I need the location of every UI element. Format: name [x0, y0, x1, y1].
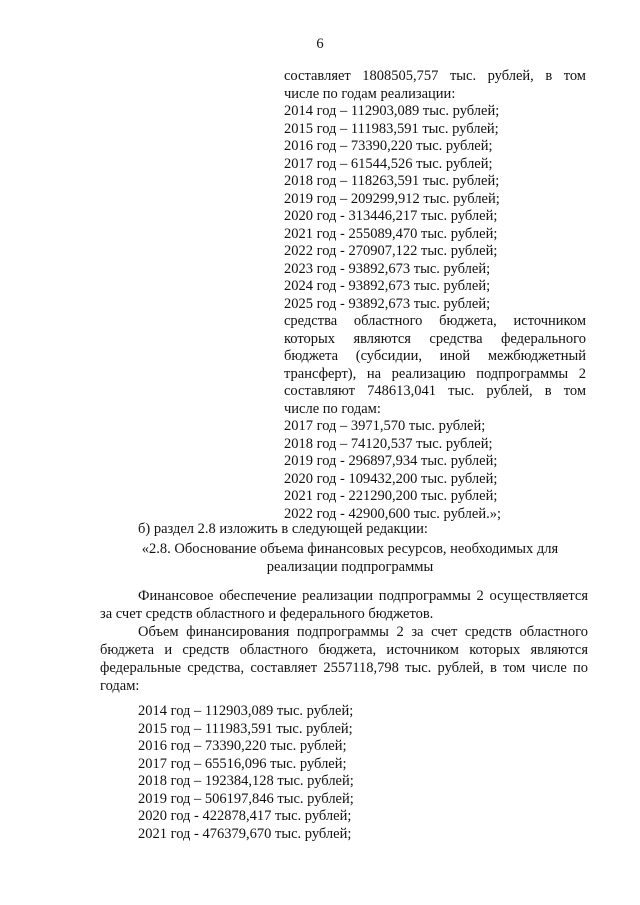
text-line: 2017 год – 61544,526 тыс. рублей; — [284, 155, 493, 172]
text-line: 2014 год – 112903,089 тыс. рублей; — [284, 103, 500, 119]
text-line: 2015 год – 111983,591 тыс. рублей; — [138, 720, 353, 737]
intro-line: составляет 1808505,757 тыс. рублей, в том — [284, 68, 586, 84]
text-line: средства областного бюджета, источником — [284, 313, 586, 329]
right-column-text — [284, 68, 586, 523]
section-heading-line: «2.8. Обоснование объема финансовых ресурсов, необходимых для — [141, 541, 559, 557]
text-line: 2021 год - 221290,200 тыс. рублей; — [284, 488, 498, 504]
text-line: 2024 год - 93892,673 тыс. рублей; — [284, 278, 491, 294]
text-line: которых являются средства федерального — [284, 330, 586, 347]
text-line: 2014 год – 112903,089 тыс. рублей; — [138, 703, 354, 719]
text-line: 2020 год - 109432,200 тыс. рублей; — [284, 470, 498, 487]
years-list-b — [284, 418, 586, 523]
text-line: бюджета (субсидии, иной межбюджетный — [284, 348, 586, 364]
item-b: б) раздел 2.8 изложить в следующей редакции: — [138, 521, 428, 537]
text-line: 2019 год – 209299,912 тыс. рублей; — [284, 190, 500, 207]
body-text — [100, 587, 588, 695]
text-line: 2020 год - 313446,217 тыс. рублей; — [284, 208, 498, 224]
page-number: 6 — [316, 36, 324, 52]
text-line: 2025 год - 93892,673 тыс. рублей; — [284, 295, 491, 312]
text-line: 2015 год – 111983,591 тыс. рублей; — [284, 120, 499, 137]
text-line: 2022 год - 42900,600 тыс. рублей.»; — [284, 505, 501, 522]
text-line: 2016 год – 73390,220 тыс. рублей; — [284, 138, 493, 154]
text-line: 2018 год – 192384,128 тыс. рублей; — [138, 773, 354, 789]
text-line: 2018 год – 118263,591 тыс. рублей; — [284, 173, 500, 189]
years-list-a — [284, 103, 586, 313]
text-line: 2017 год – 65516,096 тыс. рублей; — [138, 755, 347, 772]
years-list-c — [138, 703, 354, 843]
text-line: 2019 год - 296897,934 тыс. рублей; — [284, 453, 498, 469]
text-line: трансферт), на реализацию подпрограммы 2 — [284, 365, 586, 382]
section-heading-line: реализации подпрограммы — [266, 559, 434, 575]
text-line: 2021 год - 476379,670 тыс. рублей; — [138, 825, 352, 842]
section-heading — [100, 540, 600, 576]
federal-paragraph — [284, 313, 586, 401]
text-line: составляют 748613,041 тыс. рублей, в том — [284, 383, 586, 399]
text-line: 2023 год - 93892,673 тыс. рублей; — [284, 260, 491, 277]
text-line: 2021 год - 255089,470 тыс. рублей; — [284, 225, 498, 242]
text-line: 2016 год – 73390,220 тыс. рублей; — [138, 738, 347, 754]
text-line: 2020 год - 422878,417 тыс. рублей; — [138, 808, 352, 824]
text-line: 2018 год – 74120,537 тыс. рублей; — [284, 435, 493, 452]
text-line: 2019 год – 506197,846 тыс. рублей; — [138, 790, 354, 807]
intro-line: числе по годам реализации: — [284, 85, 456, 102]
paragraph-financing: Финансовое обеспечение реализации подпрограммы 2 осуществляется за счет средств областного и федерального бюджетов. — [100, 588, 588, 622]
text-line: 2022 год - 270907,122 тыс. рублей; — [284, 243, 498, 259]
text-line: 2017 год – 3971,570 тыс. рублей; — [284, 418, 486, 434]
paragraph-volume: Объем финансирования подпрограммы 2 за счет средств областного бюджета и средств областного бюджета, источником которых являются федеральные средства, составляет 2557118,798 тыс. рублей, в том числе по годам: — [100, 624, 588, 694]
federal-last-line: числе по годам: — [284, 400, 381, 417]
